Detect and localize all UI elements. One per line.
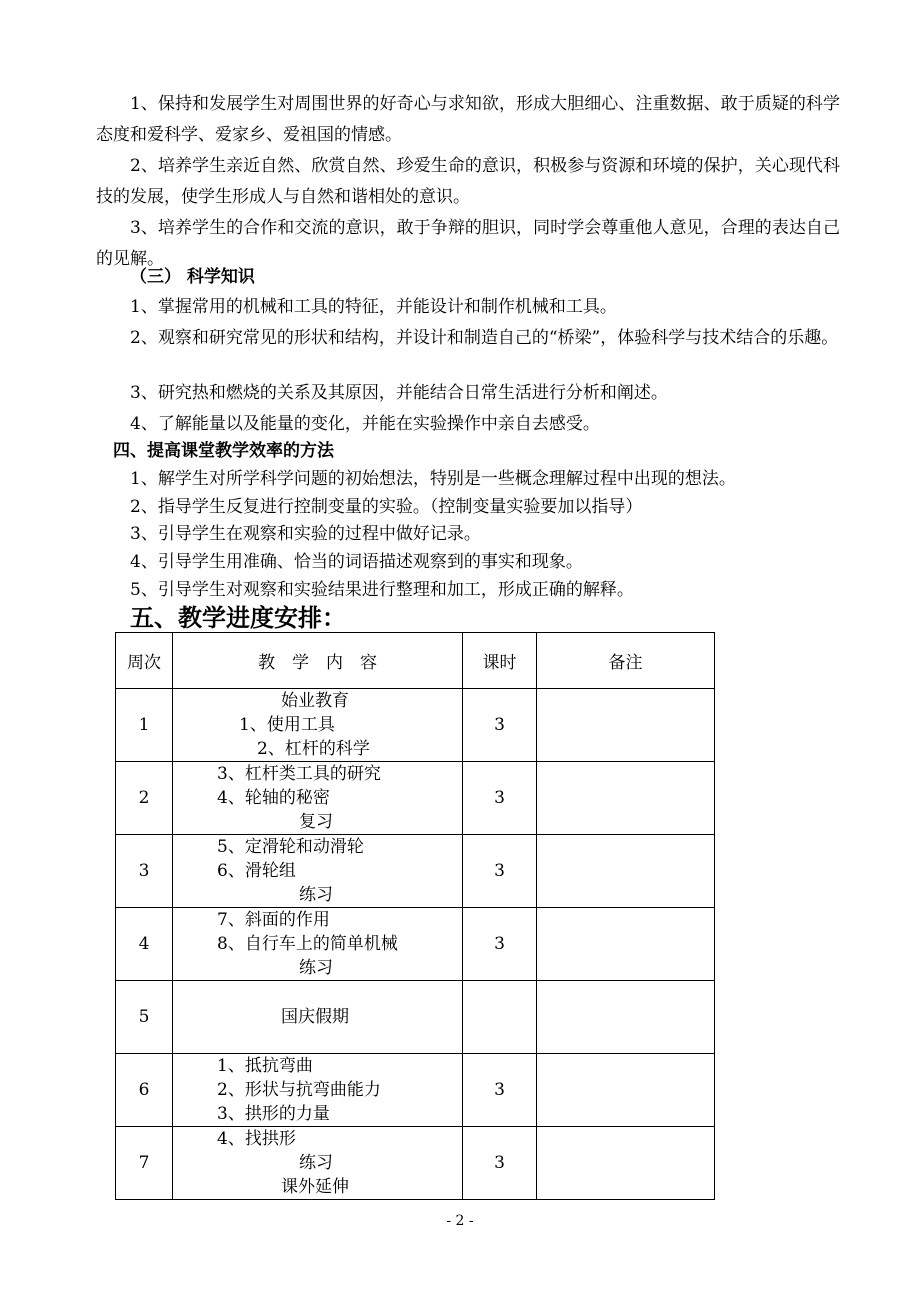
table-row (116, 689, 715, 762)
week-cell: 5 (116, 981, 173, 1054)
content-line: 2、形状与抗弯曲能力 (217, 1080, 381, 1100)
table-header-row (116, 633, 715, 689)
note-cell (537, 1127, 715, 1200)
section-heading-schedule: 五、教学进度安排： (130, 604, 346, 632)
paragraph-method-5: 5、引导学生对观察和实验结果进行整理和加工，形成正确的解释。 (130, 580, 634, 600)
subsection-heading-science-knowledge: （三） 科学知识 (130, 267, 255, 287)
table-row (116, 835, 715, 908)
header-week: 周次 (116, 633, 173, 689)
section-heading-efficiency: 四、提高课堂教学效率的方法 (113, 441, 334, 461)
header-content: 教 学 内 容 (173, 633, 463, 689)
header-hours: 课时 (463, 633, 537, 689)
content-line: 课外延伸 (281, 1177, 349, 1197)
schedule-table (115, 632, 715, 1200)
week-cell: 1 (116, 689, 173, 762)
table-row (116, 1054, 715, 1127)
paragraph-attitude-2: 2、培养学生亲近自然、欣赏自然、珍爱生命的意识，积极参与资源和环境的保护，关心现代科技的发展，使学生形成人与自然和谐相处的意识。 (96, 156, 840, 207)
content-line: 1、使用工具 (239, 715, 335, 735)
week-cell: 6 (116, 1054, 173, 1127)
note-cell (537, 908, 715, 981)
content-line: 始业教育 (281, 691, 349, 711)
content-cell (173, 835, 463, 908)
note-cell (537, 689, 715, 762)
content-line: 练习 (299, 958, 333, 978)
content-line: 2、杠杆的科学 (257, 739, 370, 759)
content-line: 1、抵抗弯曲 (217, 1056, 313, 1076)
note-cell (537, 1054, 715, 1127)
content-line: 6、滑轮组 (217, 861, 296, 881)
content-line: 8、自行车上的简单机械 (217, 934, 398, 954)
content-cell (173, 1054, 463, 1127)
paragraph-knowledge-4: 4、了解能量以及能量的变化，并能在实验操作中亲自去感受。 (130, 414, 600, 434)
table-row (116, 762, 715, 835)
hours-cell: 3 (463, 762, 537, 835)
note-cell (537, 762, 715, 835)
content-cell (173, 762, 463, 835)
content-line: 练习 (299, 1153, 333, 1173)
paragraph-attitude-1: 1、保持和发展学生对周围世界的好奇心与求知欲，形成大胆细心、注重数据、敢于质疑的科学态度和爱科学、爱家乡、爱祖国的情感。 (96, 94, 840, 145)
header-note: 备注 (537, 633, 715, 689)
paragraph-knowledge-1: 1、掌握常用的机械和工具的特征，并能设计和制作机械和工具。 (130, 297, 617, 317)
hours-cell: 3 (463, 1054, 537, 1127)
hours-cell: 3 (463, 835, 537, 908)
note-cell (537, 981, 715, 1054)
table-row (116, 908, 715, 981)
paragraph-method-3: 3、引导学生在观察和实验的过程中做好记录。 (130, 524, 481, 544)
table-row (116, 1127, 715, 1200)
content-line: 4、轮轴的秘密 (217, 788, 330, 808)
hours-cell: 3 (463, 1127, 537, 1200)
week-cell: 7 (116, 1127, 173, 1200)
content-line: 3、杠杆类工具的研究 (217, 764, 381, 784)
content-line: 4、找拱形 (217, 1129, 296, 1149)
content-line: 5、定滑轮和动滑轮 (217, 837, 364, 857)
note-cell (537, 835, 715, 908)
content-cell (173, 981, 463, 1054)
hours-cell: 3 (463, 689, 537, 762)
content-line: 3、拱形的力量 (217, 1104, 330, 1124)
hours-cell: 3 (463, 908, 537, 981)
page-number: - 2 - (446, 1213, 474, 1229)
hours-cell (463, 981, 537, 1054)
week-cell: 4 (116, 908, 173, 981)
content-line: 国庆假期 (281, 1007, 349, 1027)
paragraph-knowledge-3: 3、研究热和燃烧的关系及其原因，并能结合日常生活进行分析和阐述。 (130, 383, 668, 403)
week-cell: 3 (116, 835, 173, 908)
content-cell (173, 689, 463, 762)
content-cell (173, 1127, 463, 1200)
paragraph-method-2: 2、指导学生反复进行控制变量的实验。（控制变量实验要加以指导） (130, 497, 643, 517)
content-line: 复习 (299, 812, 333, 832)
content-line: 7、斜面的作用 (217, 910, 330, 930)
table-row (116, 981, 715, 1054)
paragraph-method-1: 1、解学生对所学科学问题的初始想法，特别是一些概念理解过程中出现的想法。 (130, 469, 736, 489)
paragraph-attitude-3: 3、培养学生的合作和交流的意识，敢于争辩的胆识，同时学会尊重他人意见，合理的表达自己的见解。 (96, 218, 840, 269)
paragraph-method-4: 4、引导学生用准确、恰当的词语描述观察到的事实和现象。 (130, 552, 583, 572)
week-cell: 2 (116, 762, 173, 835)
paragraph-knowledge-2: 2、观察和研究常见的形状和结构，并设计和制造自己的“桥梁”，体验科学与技术结合的乐趣。 (130, 328, 839, 348)
content-line: 练习 (299, 885, 333, 905)
content-cell (173, 908, 463, 981)
